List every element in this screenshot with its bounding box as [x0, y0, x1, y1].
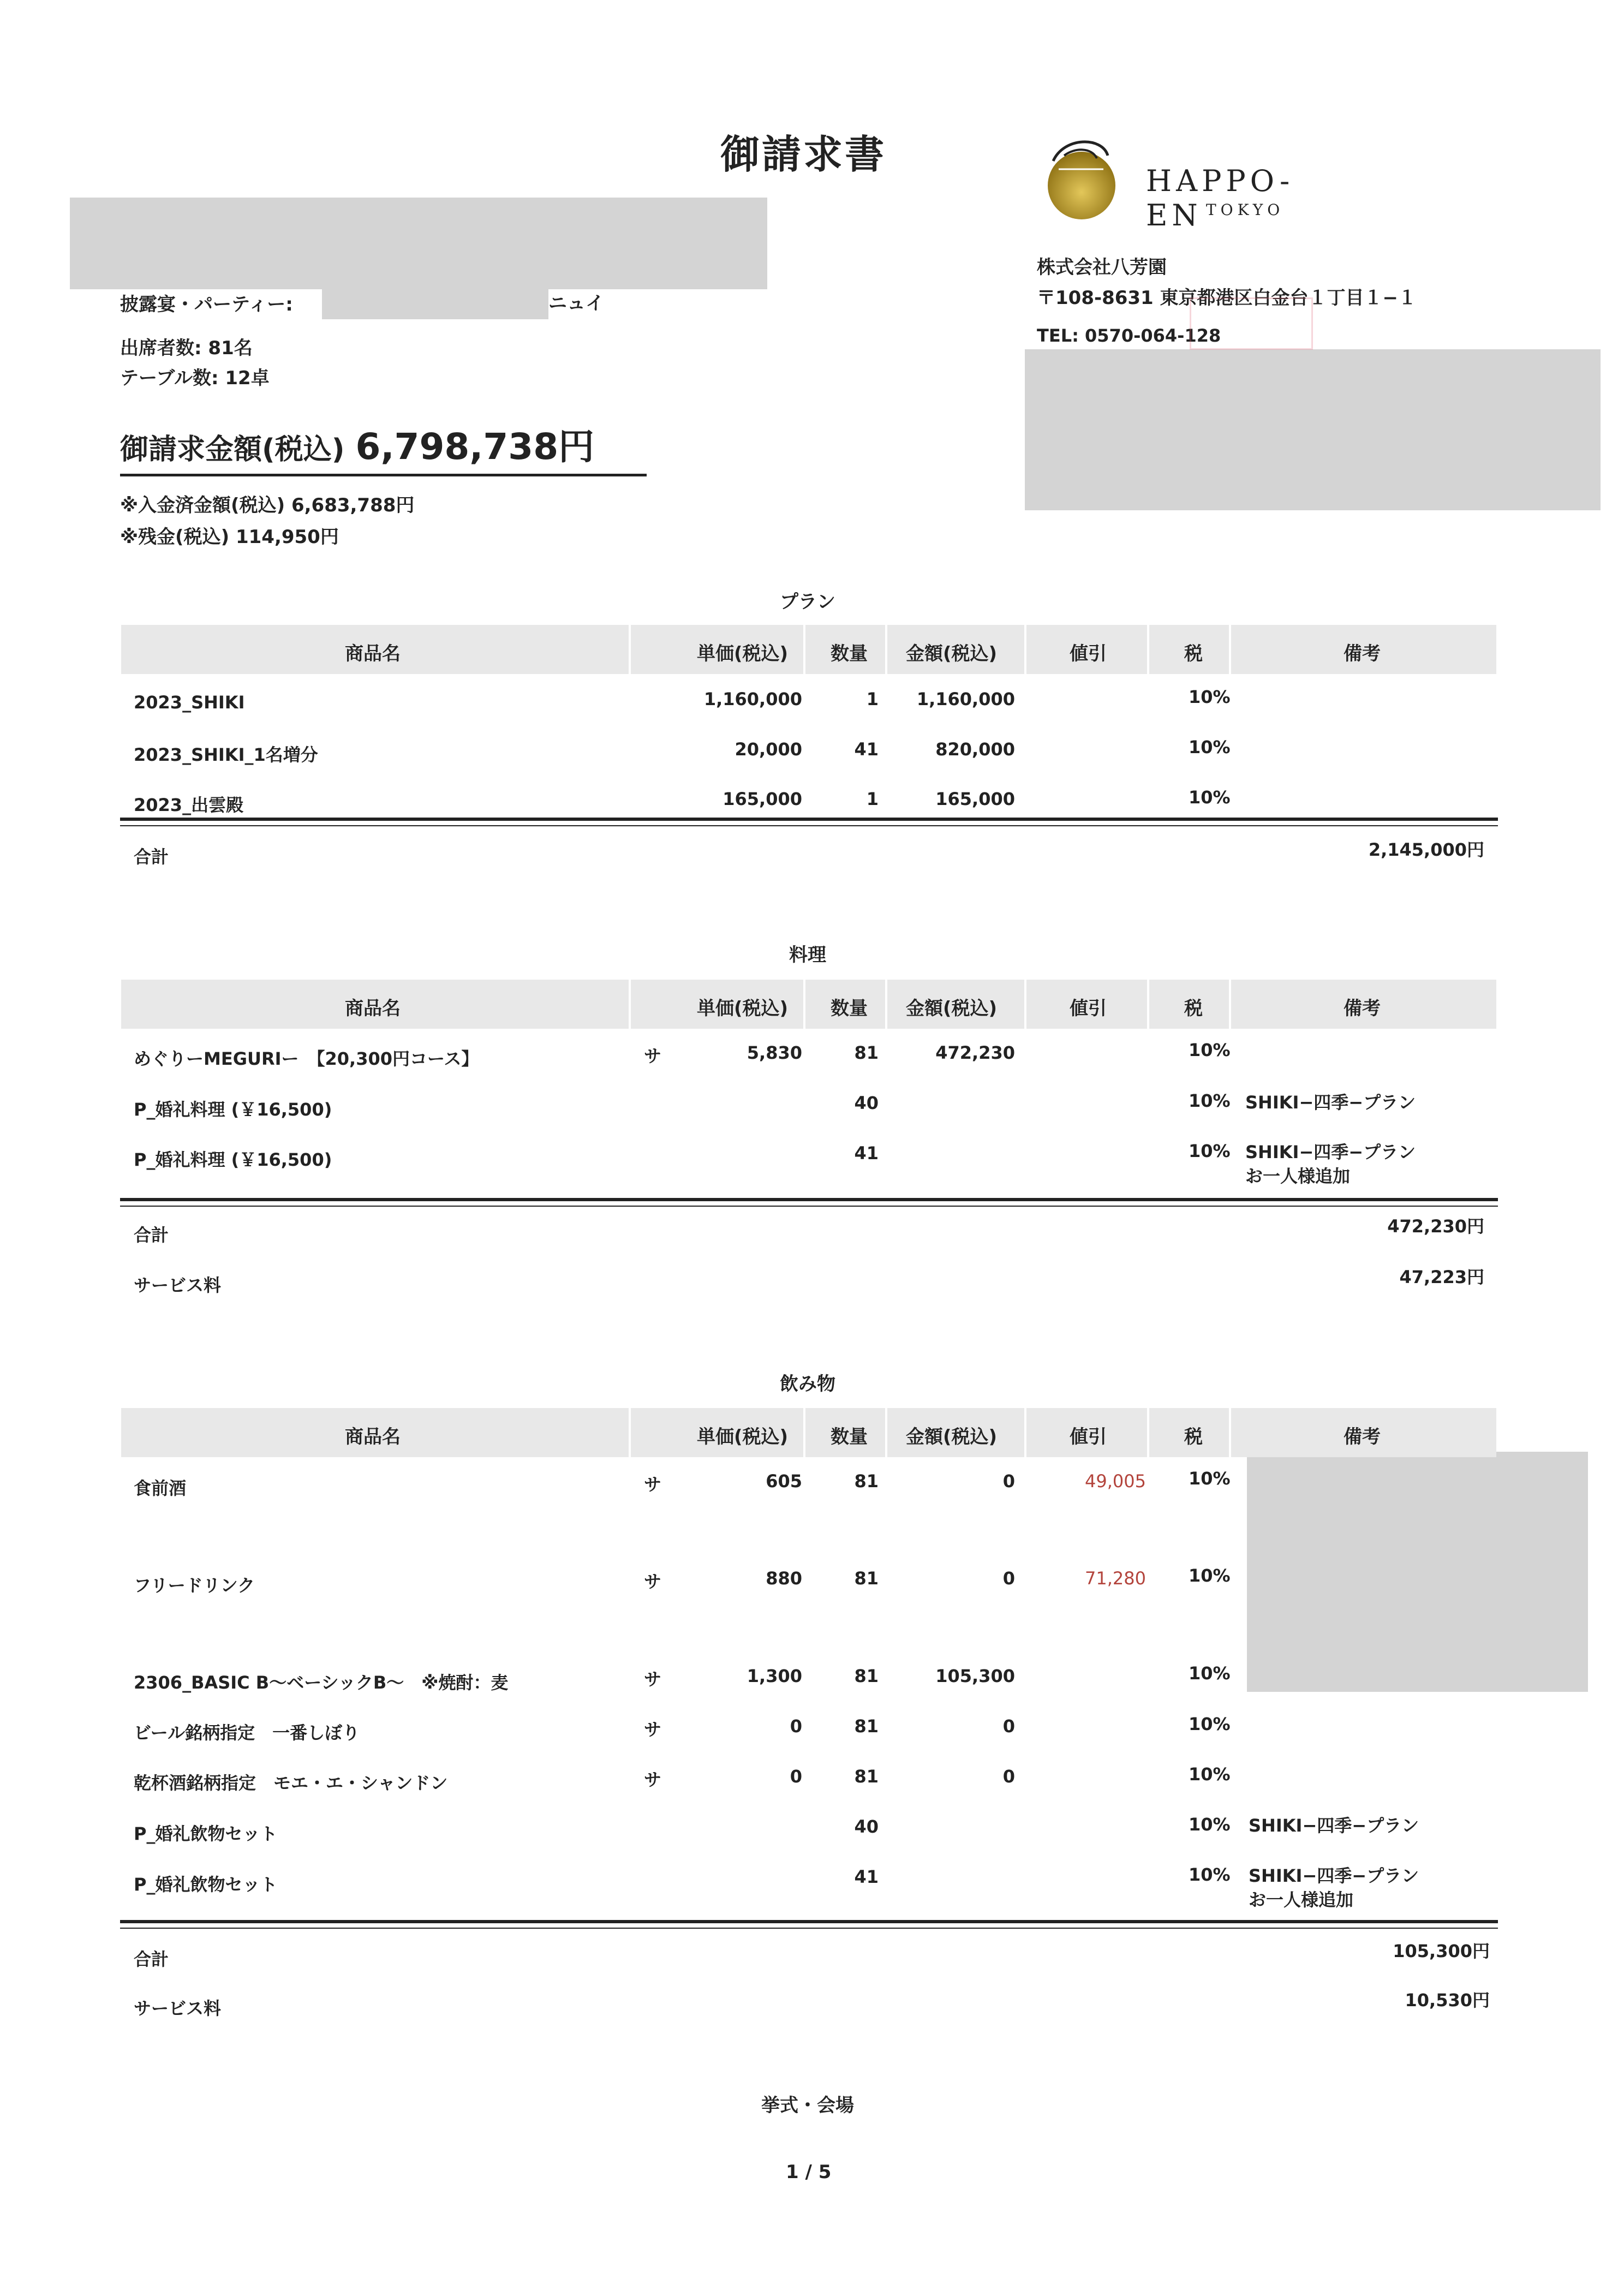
col-unit: 単価(税込): [697, 1426, 789, 1448]
redacted-recipient: [70, 198, 767, 289]
row-amount: 1,160,000: [916, 689, 1015, 709]
plan-total: 2,145,000円: [1368, 839, 1484, 860]
row-note-2: お一人様追加: [1249, 1889, 1354, 1910]
row-amount: 105,300: [935, 1666, 1015, 1686]
row-sa: サ: [644, 1769, 662, 1790]
row-sa: サ: [644, 1474, 662, 1495]
grand-total-amount: 6,798,738円: [355, 426, 595, 468]
row-tax: 10%: [1189, 1764, 1231, 1785]
food-total: 472,230円: [1387, 1216, 1484, 1237]
logo-sub: TOKYO: [1206, 201, 1285, 219]
row-tax: 10%: [1189, 687, 1231, 707]
paid-amount: ※入金済金額(税込) 6,683,788円: [120, 494, 415, 516]
row-qty: 81: [854, 1716, 879, 1737]
row-discount: 71,280: [1085, 1568, 1146, 1589]
row-amount: 0: [1002, 1471, 1015, 1492]
row-tax: 10%: [1189, 1714, 1231, 1734]
col-tax: 税: [1184, 1426, 1203, 1448]
event-label: 披露宴・パーティー:: [120, 294, 293, 315]
food-total-rule-thin: [120, 1206, 1498, 1207]
row-qty: 1: [866, 689, 879, 709]
redacted-issuer-info: [1025, 349, 1601, 510]
document-title: 御請求書: [720, 132, 887, 177]
row-name: P_婚礼料理 (￥16,500): [134, 1149, 332, 1170]
row-name: 食前酒: [134, 1478, 187, 1499]
row-unit: 5,830: [747, 1042, 802, 1063]
redacted-event-name: [322, 289, 548, 319]
row-tax: 10%: [1189, 1663, 1231, 1684]
row-name: フリードリンク: [134, 1575, 255, 1596]
row-tax: 10%: [1189, 1090, 1231, 1111]
page-number: 1 / 5: [786, 2161, 832, 2183]
row-amount: 165,000: [935, 789, 1015, 809]
happo-en-logo: [1037, 131, 1342, 235]
row-name: 乾杯酒銘柄指定 モエ・エ・シャンドン: [134, 1773, 448, 1793]
row-name: 2023_SHIKI_1名増分: [134, 744, 318, 765]
col-qty: 数量: [831, 643, 868, 665]
plan-section-title: プラン: [780, 591, 835, 613]
drinks-service: 10,530円: [1405, 1990, 1490, 2011]
faded-stamp: [1190, 297, 1313, 350]
col-amount: 金額(税込): [906, 643, 998, 665]
row-tax: 10%: [1189, 737, 1231, 758]
row-qty: 41: [854, 1866, 879, 1887]
row-qty: 40: [854, 1816, 879, 1837]
attendees: 出席者数: 81名: [120, 337, 253, 359]
food-section-title: 料理: [789, 944, 826, 966]
row-qty: 81: [854, 1666, 879, 1686]
col-discount: 値引: [1070, 998, 1107, 1019]
row-name: 2306_BASIC B〜ベーシックB〜 ※焼酎：麦: [134, 1672, 509, 1693]
company-name: 株式会社八芳園: [1037, 257, 1167, 278]
row-name: めぐりーMEGURIー 【20,300円コース】: [134, 1048, 479, 1069]
row-amount: 0: [1002, 1766, 1015, 1787]
row-tax: 10%: [1189, 1814, 1231, 1835]
col-discount: 値引: [1070, 1426, 1107, 1448]
drinks-table-header: [121, 1408, 1496, 1457]
row-note: SHIKI−四季−プラン: [1245, 1092, 1416, 1113]
row-amount: 472,230: [935, 1042, 1015, 1063]
col-amount: 金額(税込): [906, 1426, 998, 1448]
food-table-header: [121, 980, 1496, 1029]
plan-table-header: [121, 625, 1496, 674]
col-tax: 税: [1184, 643, 1203, 665]
drinks-total-rule-thin: [120, 1928, 1498, 1929]
col-discount: 値引: [1070, 643, 1107, 665]
grand-total-label: 御請求金額(税込): [120, 433, 345, 466]
row-sa: サ: [644, 1669, 662, 1690]
col-note: 備考: [1344, 643, 1381, 665]
row-name: 2023_SHIKI: [134, 692, 245, 713]
col-tax: 税: [1184, 998, 1203, 1019]
row-amount: 0: [1002, 1716, 1015, 1737]
logo-emblem-icon: [1042, 131, 1121, 224]
row-note: SHIKI−四季−プラン: [1245, 1142, 1416, 1162]
plan-total-rule-thin: [120, 825, 1498, 826]
row-tax: 10%: [1189, 787, 1231, 808]
row-qty: 1: [866, 789, 879, 809]
col-name: 商品名: [345, 1426, 401, 1448]
row-name: P_婚礼飲物セット: [134, 1823, 278, 1844]
logo-name: HAPPO-EN: [1146, 164, 1294, 232]
row-sa: サ: [644, 1719, 662, 1740]
company-address: 〒108-8631 東京都港区白金台１丁目１−１: [1037, 287, 1417, 309]
row-tax: 10%: [1189, 1040, 1231, 1060]
row-tax: 10%: [1189, 1468, 1231, 1489]
row-qty: 81: [854, 1766, 879, 1787]
row-tax: 10%: [1189, 1864, 1231, 1885]
drinks-service-label: サービス料: [134, 1998, 222, 2019]
food-total-label: 合計: [134, 1225, 169, 1245]
row-name: P_婚礼飲物セット: [134, 1874, 278, 1895]
row-note: SHIKI−四季−プラン: [1249, 1815, 1419, 1836]
row-qty: 40: [854, 1093, 879, 1113]
col-unit: 単価(税込): [697, 998, 789, 1019]
col-qty: 数量: [831, 1426, 868, 1448]
redacted-notes: [1247, 1452, 1588, 1692]
plan-total-rule: [120, 818, 1498, 821]
row-name: ビール銘柄指定 一番しぼり: [134, 1722, 360, 1743]
row-discount: 49,005: [1085, 1471, 1146, 1492]
row-name: 2023_出雲殿: [134, 795, 244, 815]
row-sa: サ: [644, 1571, 662, 1592]
grand-total: [120, 418, 594, 469]
row-note: SHIKI−四季−プラン: [1249, 1865, 1419, 1886]
ceremony-section-title: 挙式・会場: [761, 2095, 854, 2116]
row-unit: 605: [766, 1471, 802, 1492]
row-qty: 81: [854, 1042, 879, 1063]
col-note: 備考: [1344, 998, 1381, 1019]
row-unit: 165,000: [723, 789, 802, 809]
balance-amount: ※残金(税込) 114,950円: [120, 526, 339, 548]
food-total-rule: [120, 1198, 1498, 1201]
row-qty: 41: [854, 1143, 879, 1164]
tables: テーブル数: 12卓: [120, 367, 270, 389]
row-tax: 10%: [1189, 1141, 1231, 1161]
row-note-2: お一人様追加: [1245, 1166, 1351, 1186]
row-qty: 81: [854, 1471, 879, 1492]
col-note: 備考: [1344, 1426, 1381, 1448]
food-service-label: サービス料: [134, 1275, 222, 1296]
grand-total-underline: [120, 474, 647, 476]
plan-total-label: 合計: [134, 846, 169, 867]
row-unit: 0: [790, 1766, 802, 1787]
row-unit: 1,300: [747, 1666, 802, 1686]
row-unit: 880: [766, 1568, 802, 1589]
drinks-total: 105,300円: [1393, 1941, 1490, 1961]
event-suffix: ニュイ: [548, 293, 604, 314]
row-unit: 1,160,000: [703, 689, 802, 709]
company-tel: TEL: 0570-064-128: [1037, 325, 1221, 346]
row-unit: 0: [790, 1716, 802, 1737]
row-tax: 10%: [1189, 1565, 1231, 1586]
col-name: 商品名: [345, 998, 401, 1019]
row-name: P_婚礼料理 (￥16,500): [134, 1099, 332, 1120]
col-qty: 数量: [831, 998, 868, 1019]
row-sa: サ: [644, 1046, 662, 1066]
food-service: 47,223円: [1399, 1267, 1484, 1287]
row-qty: 81: [854, 1568, 879, 1589]
col-name: 商品名: [345, 643, 401, 665]
col-unit: 単価(税込): [697, 643, 789, 665]
drinks-total-label: 合計: [134, 1949, 169, 1970]
row-amount: 0: [1002, 1568, 1015, 1589]
drinks-total-rule: [120, 1920, 1498, 1923]
row-qty: 41: [854, 739, 879, 760]
row-unit: 20,000: [735, 739, 802, 760]
col-amount: 金額(税込): [906, 998, 998, 1019]
drinks-section-title: 飲み物: [780, 1373, 835, 1395]
row-amount: 820,000: [935, 739, 1015, 760]
